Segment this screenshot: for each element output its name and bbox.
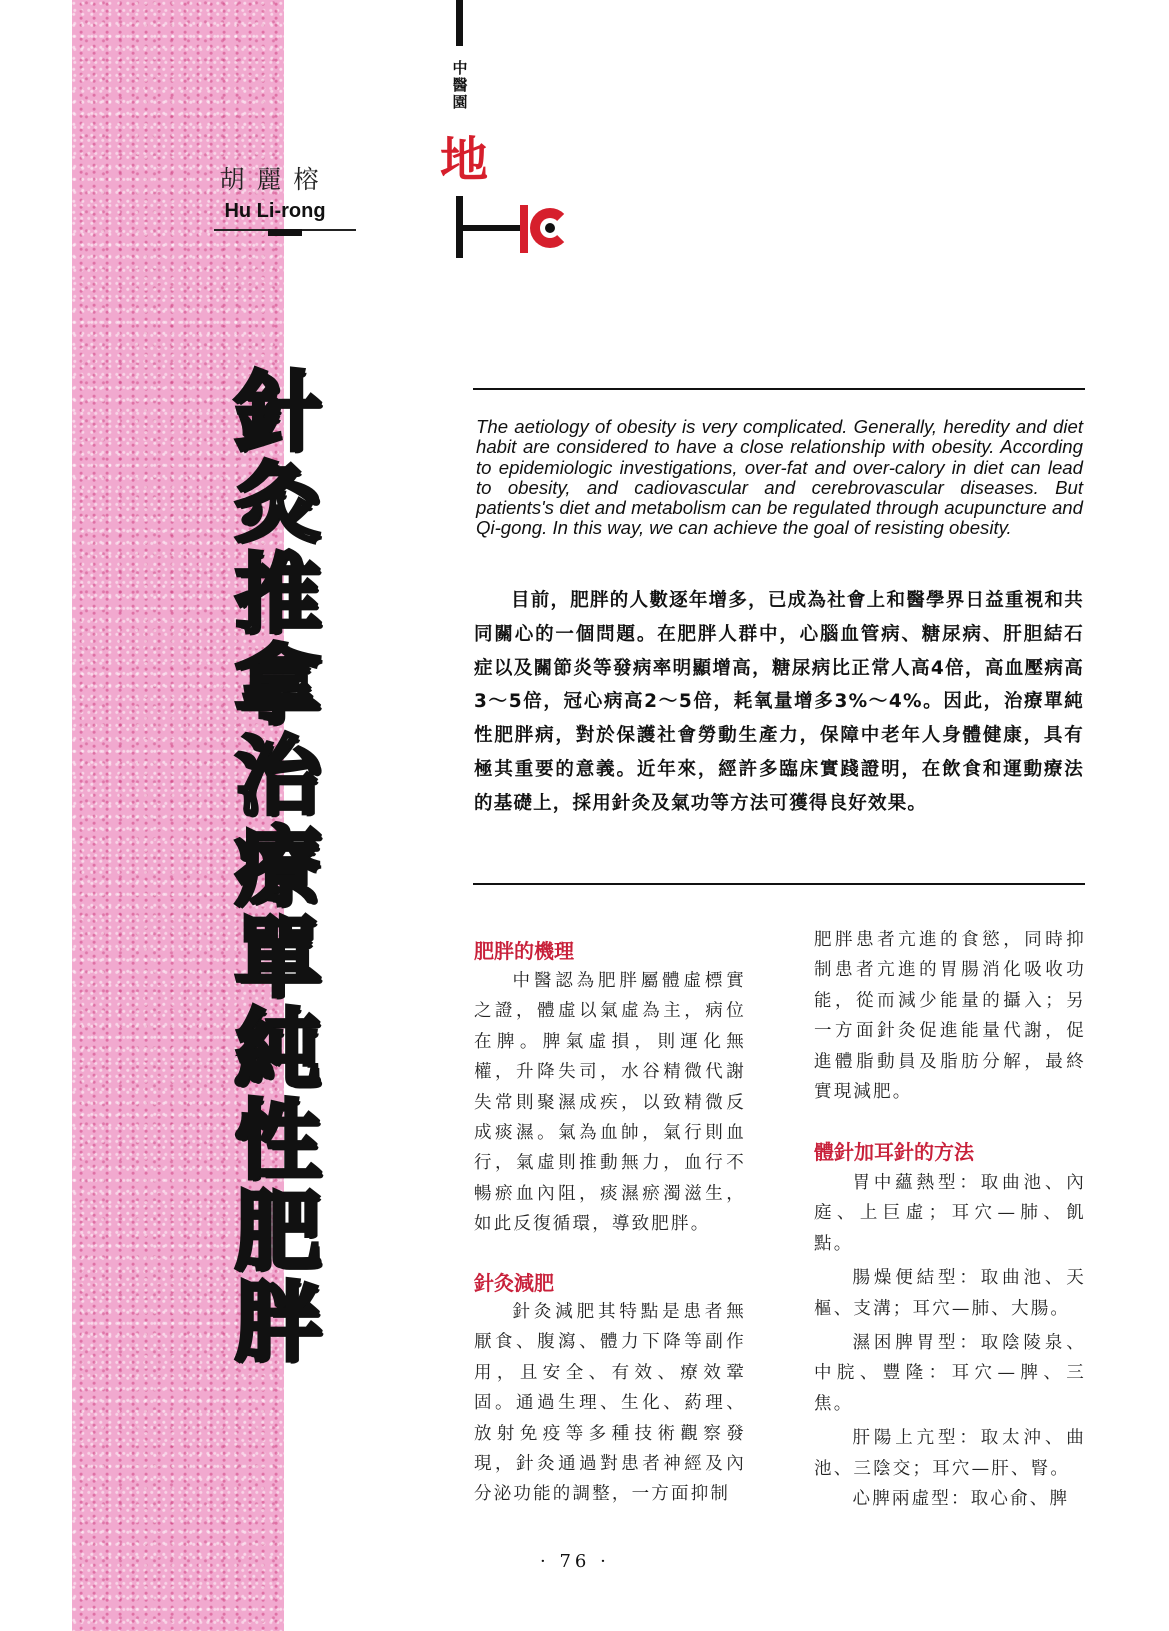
middle-rule <box>473 883 1085 885</box>
author-byline <box>200 160 350 223</box>
logo-crossbar <box>456 225 526 231</box>
logo-top-bar <box>456 0 463 46</box>
method-item: 胃中蘊熱型：取曲池、內庭、上巨虛；耳穴—肺、飢點。 <box>814 1173 1086 1254</box>
page-number: · 76 · <box>540 1551 610 1572</box>
title-char: 性 <box>235 1091 321 1191</box>
title-char: 純 <box>235 1000 321 1100</box>
acupuncture-text: 針灸減肥其特點是患者無厭食、腹瀉、體力下降等副作用，且安全、有效、療效鞏固。通過生理、生化、葯理、放射免疫等多種技術觀察發現，針灸通過對患者神經及內分泌功能的調整，一方面抑制 <box>474 1302 746 1505</box>
logo-red-bar <box>520 205 528 253</box>
section-heading-acupuncture: 針灸減肥 <box>474 1271 554 1295</box>
column-label-char: 園 <box>452 93 468 111</box>
intro-text: 目前，肥胖的人數逐年增多，已成為社會上和醫學界日益重視和共同關心的一個問題。在肥胖人群中，心腦血管病、糖尿病、肝胆結石症以及關節炎等發病率明顯增高，糖尿病比正常人高4倍，高血壓病高3〜5倍，冠心病高2〜5倍，耗氧量增多3%〜4%。因此，治療單純性肥胖病，對於保護社會勞動生產力，保障中老年人身體健康，具有極其重要的意義。近年來，經許多臨床實踐證明，在飲食和運動療法的基礎上，採用針灸及氣功等方法可獲得良好效果。 <box>474 590 1084 814</box>
section-body-acupuncture-continued <box>814 925 1086 1107</box>
article-title <box>228 363 328 1373</box>
method-item: 肝陽上亢型：取太沖、曲池、三陰交；耳穴—肝、腎。 <box>814 1428 1086 1479</box>
title-char: 胖 <box>235 1273 321 1373</box>
title-char: 療 <box>235 818 321 918</box>
section-heading-mechanism: 肥胖的機理 <box>474 939 574 963</box>
author-name-english: Hu Li-rong <box>224 200 326 222</box>
column-label-char: 中 <box>452 59 468 77</box>
title-char: 推 <box>235 545 321 645</box>
mechanism-text: 中醫認為肥胖屬體虛標實之證，體虛以氣虛為主，病位在脾。脾氣虛損，則運化無權，升降失司，水谷精微代謝失常則聚濕成疾，以致精微反成痰濕。氣為血帥，氣行則血行，氣虛則推動無力，血行不暢瘀血內阻，痰濕瘀濁滋生，如此反復循環，導致肥胖。 <box>474 971 746 1235</box>
title-char: 治 <box>235 727 321 827</box>
column-label-char: 醫 <box>452 76 468 94</box>
title-char: 肥 <box>235 1182 321 1282</box>
method-item: 腸燥便結型：取曲池、天樞、支溝；耳穴—肺、大腸。 <box>814 1268 1086 1319</box>
section-heading-methods: 體針加耳針的方法 <box>814 1140 974 1164</box>
logo-dot <box>545 223 555 233</box>
english-abstract: The aetiology of obesity is very complicated. Generally, heredity and diet habit are considered to have a close relationship with obesity. According to epidemiologic investigations, over-fat and over-calory in diet can lead to obesity, and cadiovascular and cerebrovascular diseases. But patients's diet and metabolism can be regulated through acupuncture and Qi-gong. In this way, we can achieve the goal of resisting obesity. <box>476 416 1083 539</box>
method-item: 心脾兩虛型：取心俞、脾 <box>852 1489 1070 1510</box>
title-char: 灸 <box>235 454 321 554</box>
acupuncture-continued-text: 肥胖患者亢進的食慾，同時抑制患者亢進的胃腸消化吸收功能，從而減少能量的攝入；另一方面針灸促進能量代謝，促進體脂動員及脂肪分解，最終實現減肥。 <box>814 930 1086 1103</box>
author-divider-tab <box>268 229 302 236</box>
column-label-big: 地 <box>440 132 489 188</box>
column-label-vertical <box>449 60 471 111</box>
top-rule <box>473 388 1085 390</box>
title-char: 拿 <box>235 636 321 736</box>
section-body-acupuncture <box>474 1297 746 1510</box>
title-char: 針 <box>235 363 321 463</box>
title-char: 單 <box>235 909 321 1009</box>
section-body-mechanism <box>474 966 746 1240</box>
section-body-methods <box>814 1168 1086 1514</box>
method-item: 濕困脾胃型：取陰陵泉、中脘、豐隆：耳穴—脾、三焦。 <box>814 1333 1086 1414</box>
author-name-chinese: 胡麗榕 <box>219 165 331 194</box>
intro-paragraph <box>474 584 1084 821</box>
